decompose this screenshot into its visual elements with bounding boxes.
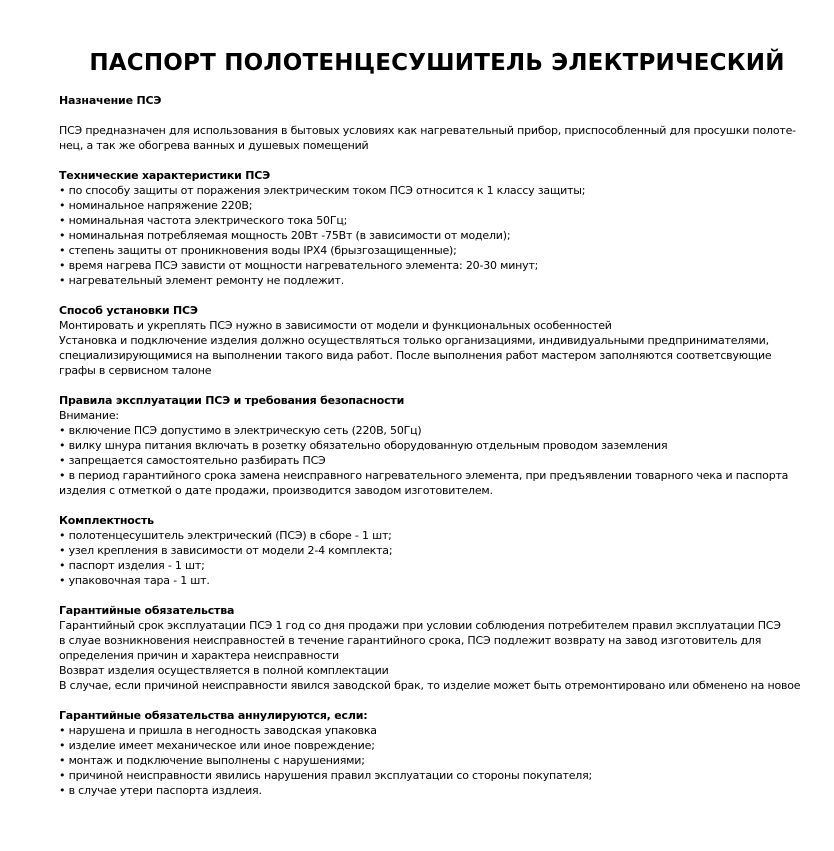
section-specs xyxy=(59,168,834,288)
section-purpose xyxy=(59,93,834,153)
list-item: • нарушена и пришла в негодность заводская упаковка xyxy=(59,724,377,737)
section-heading: Назначение ПСЭ xyxy=(59,94,162,107)
list-item: • узел крепления в зависимости от модели 2-4 комплекта; xyxy=(59,544,393,557)
paragraph-line: определения причин и характера неисправности xyxy=(59,649,339,662)
paragraph-line: Внимание: xyxy=(59,409,119,422)
list-item: • в период гарантийного срока замена неисправного нагревательного элемента, при предъявлении товарного чека и паспорта xyxy=(59,469,789,482)
list-item: • номинальное напряжение 220В; xyxy=(59,199,253,212)
section-safety-rules xyxy=(59,393,834,498)
section-heading: Способ установки ПСЭ xyxy=(59,304,198,317)
paragraph-line: специализирующимися на выполнении такого вида работ. После выполнения работ мастером заполняются соответсвующие xyxy=(59,349,772,362)
paragraph-line: Возврат изделия осуществляется в полной комплектации xyxy=(59,664,389,677)
section-heading: Гарантийные обязательства аннулируются, если: xyxy=(59,709,368,722)
paragraph-line: графы в сервисном талоне xyxy=(59,364,212,377)
section-heading: Правила эксплуатации ПСЭ и требования безопасности xyxy=(59,394,405,407)
list-item: • изделие имеет механическое или иное повреждение; xyxy=(59,739,375,752)
paragraph-line: изделия с отметкой о дате продажи, производится заводом изготовителем. xyxy=(59,484,493,497)
section-heading: Комплектность xyxy=(59,514,154,527)
list-item: • в случае утери паспорта издлеия. xyxy=(59,784,262,797)
list-item: • время нагрева ПСЭ зависти от мощности нагревательного элемента: 20-30 минут; xyxy=(59,259,539,272)
list-item: • причиной неисправности явились нарушения правил эксплуатации со стороны покупателя; xyxy=(59,769,593,782)
list-item: • вилку шнура питания включать в розетку обязательно оборудованную отдельным проводом заземления xyxy=(59,439,668,452)
list-item: • включение ПСЭ допустимо в электрическую сеть (220В, 50Гц) xyxy=(59,424,422,437)
list-item: • по способу защиты от поражения электрическим током ПСЭ относится к 1 классу защиты; xyxy=(59,184,586,197)
blank-line xyxy=(59,108,834,123)
section-warranty-void xyxy=(59,708,834,798)
document-body xyxy=(59,93,834,798)
section-package-contents xyxy=(59,513,834,588)
list-item: • упаковочная тара - 1 шт. xyxy=(59,574,210,587)
list-item: • нагревательный элемент ремонту не подлежит. xyxy=(59,274,345,287)
list-item: • полотенцесушитель электрический (ПСЭ) в сборе - 1 шт; xyxy=(59,529,392,542)
paragraph-line: Установка и подключение изделия должно осуществляться только организациями, индивидуальными предпринимателями, xyxy=(59,334,769,347)
section-heading: Гарантийные обязательства xyxy=(59,604,235,617)
paragraph-line: Монтировать и укреплять ПСЭ нужно в зависимости от модели и функциональных особенностей xyxy=(59,319,612,332)
list-item: • запрещается самостоятельно разбирать ПСЭ xyxy=(59,454,326,467)
paragraph-line: В случае, если причиной неисправности явился заводской брак, то изделие может быть отремонтировано или обменено на новое xyxy=(59,679,801,692)
list-item: • монтаж и подключение выполнены с нарушениями; xyxy=(59,754,365,767)
list-item: • степень защиты от проникновения воды IPX4 (брызгозащищенные); xyxy=(59,244,457,257)
list-item: • номинальная потребляемая мощность 20Вт -75Вт (в зависимости от модели); xyxy=(59,229,511,242)
paragraph-line: в слуае возникновения неисправностей в течение гарантийного срока, ПСЭ подлежит возврату на завод изготовитель для xyxy=(59,634,762,647)
paragraph-line: ПСЭ предназначен для использования в бытовых условиях как нагревательный прибор, приспособленный для просушки полоте- xyxy=(59,124,796,137)
paragraph-line: нец, а так же обогрева ванных и душевых помещений xyxy=(59,139,369,152)
section-installation xyxy=(59,303,834,378)
list-item: • паспорт изделия - 1 шт; xyxy=(59,559,205,572)
section-warranty xyxy=(59,603,834,693)
paragraph-line: Гарантийный срок эксплуатации ПСЭ 1 год со дня продажи при условии соблюдения потребителем правил эксплуатации ПСЭ xyxy=(59,619,781,632)
section-heading: Технические характеристики ПСЭ xyxy=(59,169,271,182)
page-title: ПАСПОРТ ПОЛОТЕНЦЕСУШИТЕЛЬ ЭЛЕКТРИЧЕСКИЙ xyxy=(89,50,785,76)
list-item: • номинальная частота электрического тока 50Гц; xyxy=(59,214,348,227)
